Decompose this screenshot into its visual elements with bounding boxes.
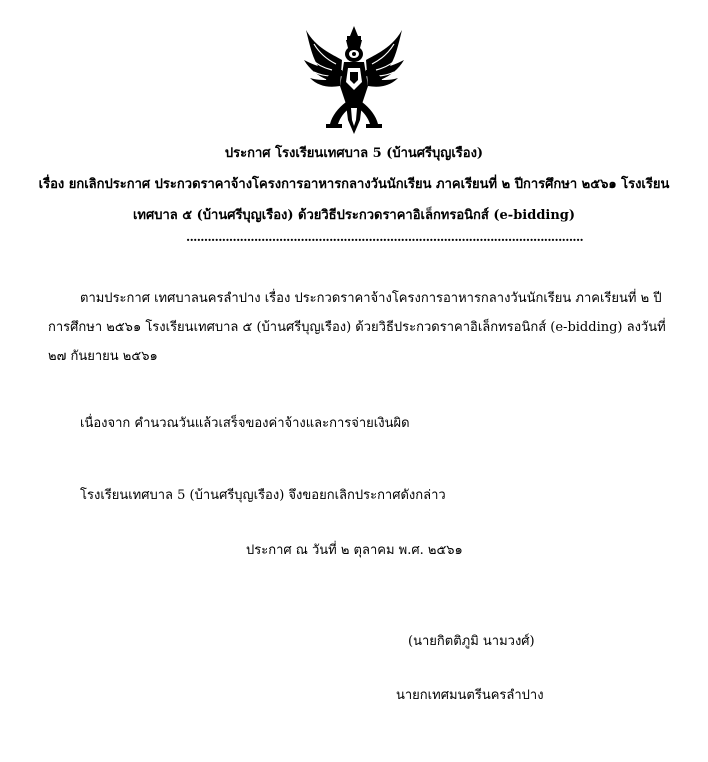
signer-title: นายกเทศมนตรีนครลำปาง bbox=[396, 688, 544, 703]
announce-date: ประกาศ ณ วันที่ ๒ ตุลาคม พ.ศ. ๒๕๖๑ bbox=[246, 543, 463, 558]
paragraph-1-line-3: ๒๗ กันยายน ๒๕๖๑ bbox=[48, 349, 158, 364]
paragraph-1-line-2: การศึกษา ๒๕๖๑ โรงเรียนเทศบาล ๕ (บ้านศรีบุญเรือง) ด้วยวิธีประกวดราคาอิเล็กทรอนิกส์ (e-bidding) ลงวันที่ bbox=[48, 320, 666, 335]
paragraph-1-line-1: ตามประกาศ เทศบาลนครลำปาง เรื่อง ประกวดราคาจ้างโครงการอาหารกลางวันนักเรียน ภาคเรียนที่ ๒ ปี bbox=[80, 291, 662, 306]
paragraph-3: โรงเรียนเทศบาล 5 (บ้านศรีบุญเรือง) จึงขอยกเลิกประกาศดังกล่าว bbox=[80, 488, 446, 503]
page-title: ประกาศ โรงเรียนเทศบาล 5 (บ้านศรีบุญเรือง) bbox=[224, 146, 484, 161]
subject-line-1: เรื่อง ยกเลิกประกาศ ประกวดราคาจ้างโครงการอาหารกลางวันนักเรียน ภาคเรียนที่ ๒ ปีการศึกษา ๒๕๖๑ โรงเรียน bbox=[38, 177, 670, 192]
subject-line-2: เทศบาล ๕ (บ้านศรีบุญเรือง) ด้วยวิธีประกวดราคาอิเล็กทรอนิกส์ (e-bidding) bbox=[132, 208, 576, 223]
dotted-separator: ............................................................................................................... bbox=[186, 230, 584, 244]
paragraph-2: เนื่องจาก คำนวณวันแล้วเสร็จของค่าจ้างและการจ่ายเงินผิด bbox=[80, 416, 410, 431]
garuda-emblem-icon bbox=[302, 24, 406, 136]
signer-name: (นายกิตติภูมิ นามวงศ์) bbox=[408, 634, 535, 649]
